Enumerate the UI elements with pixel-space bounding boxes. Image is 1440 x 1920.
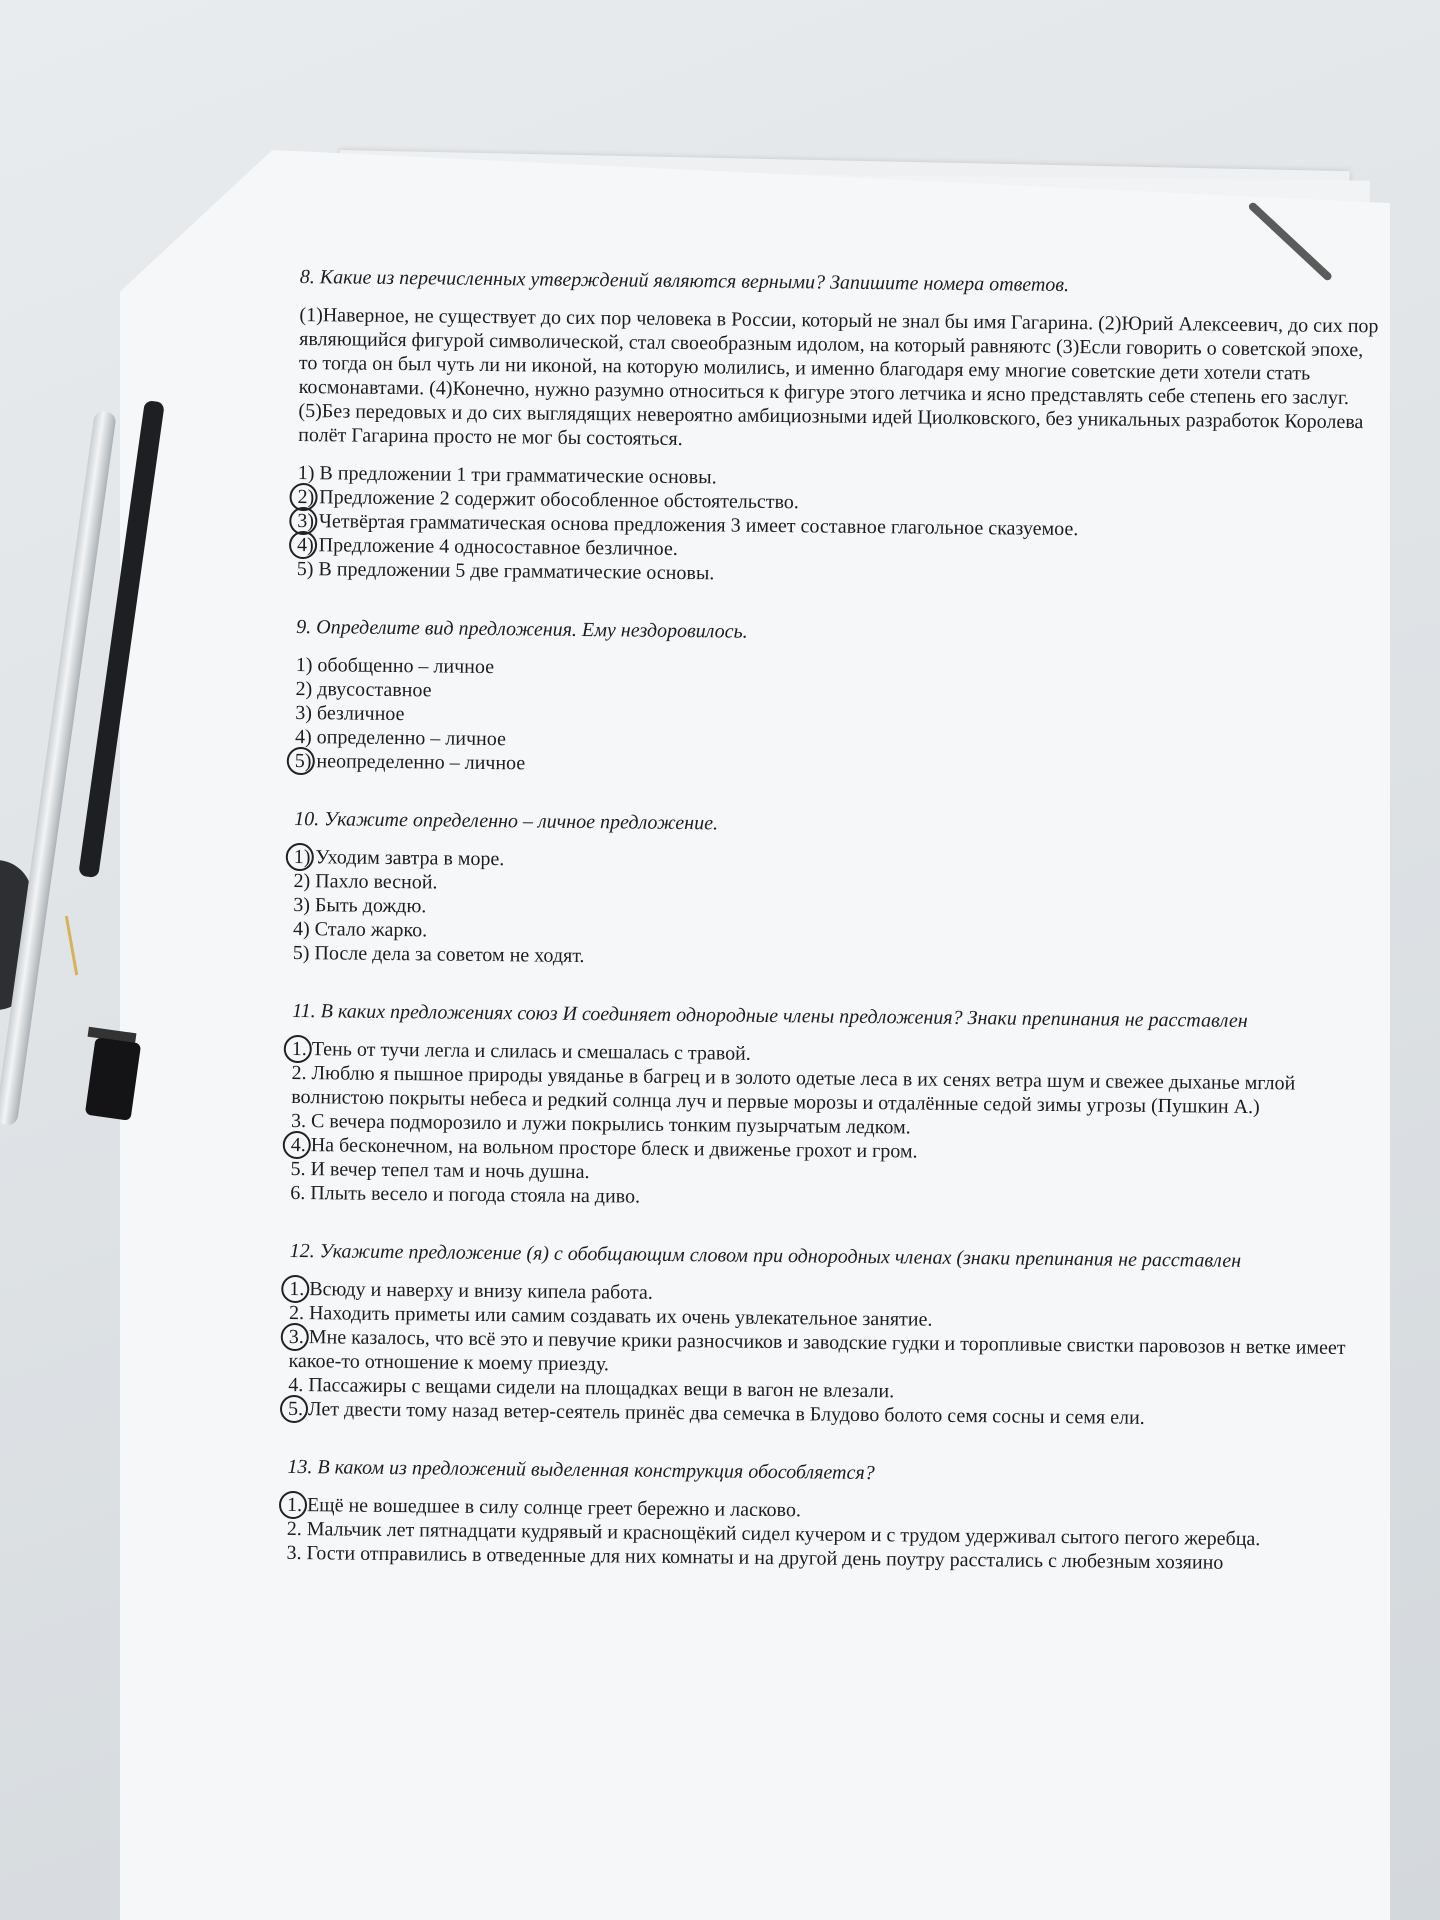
option: 4) Предложение 4 односоставное безличное. <box>297 533 1377 568</box>
question-title: 11. В каких предложениях союз И соединяет однородные члены предложения? Знаки препинания не расставлен <box>292 999 1248 1032</box>
worksheet-content <box>286 265 1380 1610</box>
circle-mark <box>281 1323 309 1351</box>
option: 3. Мне казалось, что всё это и певучие крики разносчиков и заводские гудки и торопливые свистки паровозов н ветке имеет какое-то отношение к моему приезду. <box>288 1325 1368 1384</box>
option: 1) обобщенно – личное <box>295 653 495 679</box>
option: 3. Гости отправились в отведенные для них комнаты и на другой день поутру расстались с любезным хозяино <box>286 1541 1224 1574</box>
option: 1) В предложении 1 три грамматические основы. <box>297 461 717 489</box>
option: 4) Стало жарко. <box>292 917 428 942</box>
option: 3) безличное <box>295 701 405 726</box>
option: 5) неопределенно – личное <box>295 749 1375 784</box>
option: 4) определенно – личное <box>294 725 507 751</box>
circle-mark <box>289 531 317 559</box>
question-8 <box>297 265 1380 592</box>
option: 5. И вечер тепел там и ночь душна. <box>290 1157 590 1184</box>
question-text: (1)Наверное, не существует до сих пор человека в России, который не знал бы имя Гагарина. (2)Юрий Алексеевич, до сих пор являющийся фигурой символической, стал своеобразным идолом, на который равняютс (3)Если говорить о советской эпохе, то тогда он был чуть ли ни иконой, на которую молились, и именно благодаря ему многие советские дети хотели стать космонавтами. (4)Конечно, нужно разумно относиться к фигуре этого летчика и ясно представлять себе степень его заслуг. (5)Без передовых и до сих выглядящих невероятно амбициозными идей Циолковского, без уникальных разработок Королева полёт Гагарина просто не мог бы состояться. <box>298 303 1379 451</box>
question-title: 9. Определите вид предложения. Ему нездоровилось. <box>296 615 748 643</box>
option: 2. Находить приметы или самим создавать их очень увлекательное занятие. <box>288 1301 933 1331</box>
circle-mark <box>280 1395 308 1423</box>
question-9 <box>295 615 1377 784</box>
option: 5. Лет двести тому назад ветер-сеятель принёс два семечка в Блудово болото семя сосны и семя ели. <box>288 1397 1368 1432</box>
question-title: 8. Какие из перечисленных утверждений являются верными? Запишите номера ответов. <box>299 265 1070 297</box>
option: 2) Пахло весной. <box>293 869 438 894</box>
question-13 <box>286 1455 1367 1576</box>
circle-mark <box>281 1275 309 1303</box>
circle-mark <box>284 1035 312 1063</box>
option: 4. Пассажиры с вещами сидели на площадках вещи в вагон не влезали. <box>288 1373 895 1403</box>
option: 4. На бесконечном, на вольном просторе блеск и движенье грохот и гром. <box>291 1133 1371 1168</box>
option: 2) двусоставное <box>295 677 432 702</box>
string-piece <box>65 915 84 976</box>
option: 5) После дела за советом не ходят. <box>292 941 585 968</box>
question-title: 12. Укажите предложение (я) с обобщающим словом при однородных членах (знаки препинания не расставлен <box>289 1239 1242 1272</box>
option: 1. Ещё не вошедшее в силу солнце греет бережно и ласково. <box>287 1493 1367 1528</box>
option: 3. С вечера подморозило и лужи покрылись тонким пузырчатым ледком. <box>290 1109 911 1139</box>
option: 5) В предложении 5 две грамматические основы. <box>296 557 715 585</box>
circle-mark <box>283 1131 311 1159</box>
option: 2. Люблю я пышное природы увяданье в багрец и в золото одетые леса в их сенях ветра шум и свежее дыханье мглой волнистою покрыты небеса и редкий солнца луч и первые морозы и отдалённые седой зимы угрозы (Пушкин А.) <box>291 1061 1296 1119</box>
option: 1. Всюду и наверху и внизу кипела работа. <box>289 1277 1369 1312</box>
option: 3) Четвёртая грамматическая основа предложения 3 имеет составное глагольное сказуемое. <box>297 509 1377 544</box>
option: 1. Тень от тучи легла и слилась и смешалась с травой. <box>292 1037 1372 1072</box>
circle-mark <box>286 843 314 871</box>
option: 2) Предложение 2 содержит обособленное обстоятельство. <box>297 485 1377 520</box>
option: 2. Мальчик лет пятнадцати кудрявый и краснощёкий сидел кучером и с трудом удерживал сытого пегого жеребца. <box>286 1517 1261 1551</box>
option: 1) Уходим завтра в море. <box>294 845 1374 880</box>
option: 3) Быть дождю. <box>293 893 427 918</box>
question-12 <box>288 1239 1370 1432</box>
question-title: 10. Укажите определенно – личное предложение. <box>294 807 719 835</box>
option: 6. Плыть весело и погода стояла на диво. <box>290 1181 641 1208</box>
question-title: 13. В каком из предложений выделенная конструкция обособляется? <box>287 1455 875 1485</box>
circle-mark <box>287 747 315 775</box>
circle-mark <box>279 1491 307 1519</box>
question-10 <box>293 807 1375 976</box>
question-11 <box>290 999 1372 1216</box>
